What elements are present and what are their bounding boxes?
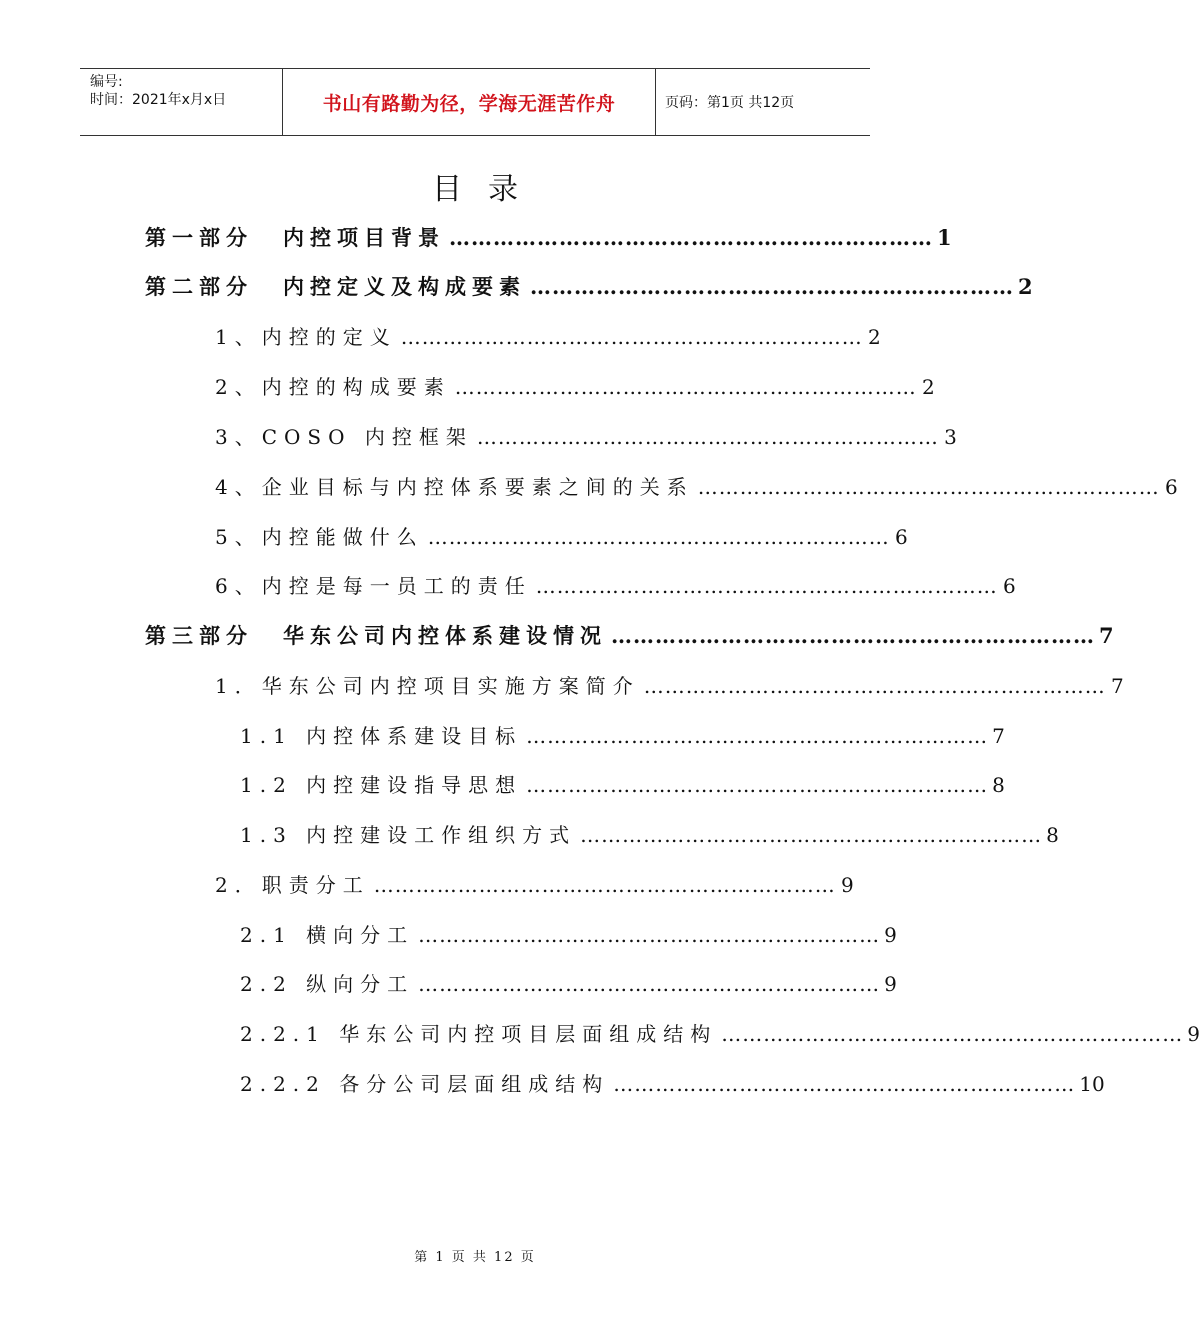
- toc-title: 目录: [432, 172, 544, 207]
- header-meta-cell: [80, 69, 283, 135]
- toc-page-number: 9: [884, 923, 897, 947]
- toc-page-number: 7: [992, 724, 1005, 748]
- toc-entry[interactable]: [240, 968, 897, 997]
- toc-entry-text: 华东公司内控项目层面组成结构: [339, 1022, 718, 1046]
- toc-entry[interactable]: [240, 720, 1005, 749]
- toc-entry[interactable]: [215, 321, 881, 350]
- toc-page-number: 9: [1187, 1022, 1200, 1046]
- toc-entry-label: 1.2: [240, 773, 293, 797]
- toc-entry-text: 内控项目背景: [283, 225, 445, 250]
- toc-entry-label: 5、: [215, 525, 262, 549]
- toc-dot-leader: …………………………………………………………: [613, 1072, 1076, 1096]
- toc-entry-text: 企业目标与内控体系要素之间的关系: [261, 475, 694, 499]
- toc-entry-part1[interactable]: [145, 222, 952, 252]
- toc-entry[interactable]: [215, 521, 908, 550]
- toc-entry-label: 第二部分: [145, 274, 253, 299]
- time-label: 时间：2021年x月x日: [90, 92, 227, 108]
- toc-entry-text: 内控的构成要素: [261, 375, 451, 399]
- toc-entry-label: 2.1: [240, 923, 293, 947]
- toc-entry-part2[interactable]: [145, 271, 1033, 301]
- toc-entry-text: 各分公司层面组成结构: [339, 1072, 610, 1096]
- toc-entry-label: 2.2: [240, 972, 293, 996]
- toc-page-number: 9: [841, 873, 854, 897]
- toc-dot-leader: …………………………………………………………: [611, 623, 1095, 648]
- toc-entry-text: 内控建设工作组织方式: [306, 823, 577, 847]
- toc-entry-text: 内控体系建设目标: [306, 724, 523, 748]
- toc-entry[interactable]: [215, 421, 957, 450]
- toc-entry-text: COSO 内控框架: [261, 425, 473, 449]
- toc-dot-leader: …………………………………………………………: [400, 325, 863, 349]
- toc-page-number: 9: [884, 972, 897, 996]
- toc-dot-leader: …………………………………………………………: [526, 724, 989, 748]
- toc-dot-leader: …………………………………………………………: [476, 425, 939, 449]
- toc-dot-leader: …………………………………………………………: [530, 274, 1014, 299]
- toc-entry[interactable]: [215, 869, 854, 898]
- toc-page-number: 7: [1111, 674, 1124, 698]
- toc-entry-text: 华东公司内控项目实施方案简介: [261, 674, 640, 698]
- toc-entry-text: 内控建设指导思想: [306, 773, 523, 797]
- toc-dot-leader: …………………………………………………………: [449, 225, 933, 250]
- toc-entry-text: 纵向分工: [306, 972, 415, 996]
- toc-dot-leader: …………………………………………………………: [643, 674, 1106, 698]
- toc-entry-label: 3、: [215, 425, 262, 449]
- toc-page-number: 8: [1046, 823, 1059, 847]
- number-label: 编号:: [90, 74, 123, 90]
- toc-entry-label: 1．: [215, 674, 262, 698]
- toc-entry-label: 第一部分: [145, 225, 253, 250]
- toc-dot-leader: …………………………………………………………: [373, 873, 836, 897]
- toc-entry[interactable]: [240, 1068, 1105, 1097]
- page-header: [80, 68, 870, 136]
- toc-entry[interactable]: [240, 1018, 1200, 1047]
- toc-dot-leader: …………………………………………………………: [418, 972, 881, 996]
- toc-entry[interactable]: [215, 570, 1016, 599]
- toc-dot-leader: …………………………………………………………: [427, 525, 890, 549]
- toc-page-number: 2: [922, 375, 935, 399]
- toc-entry-label: 2.2.2: [240, 1072, 326, 1096]
- toc-entry-text: 内控的定义: [261, 325, 397, 349]
- toc-page-number: 2: [1018, 274, 1033, 299]
- toc-entry-text: 职责分工: [261, 873, 370, 897]
- toc-dot-leader: …………………………………………………………: [454, 375, 917, 399]
- toc-entry[interactable]: [215, 371, 935, 400]
- toc-entry-part3[interactable]: [145, 620, 1114, 650]
- toc-entry-label: 2.2.1: [240, 1022, 326, 1046]
- toc-entry-label: 第三部分: [145, 623, 253, 648]
- toc-page-number: 10: [1079, 1072, 1105, 1096]
- toc-entry[interactable]: [215, 471, 1178, 500]
- toc-entry-label: 1.3: [240, 823, 293, 847]
- toc-entry-label: 4、: [215, 475, 262, 499]
- header-page-info: 页码：第1页 共12页: [665, 95, 795, 111]
- toc-entry-label: 1.1: [240, 724, 293, 748]
- toc-entry-label: 2、: [215, 375, 262, 399]
- toc-page-number: 1: [937, 225, 952, 250]
- header-motto: 书山有路勤为径，学海无涯苦作舟: [283, 69, 656, 135]
- toc-entry-text: 横向分工: [306, 923, 415, 947]
- toc-dot-leader: …………………………………………………………: [535, 574, 998, 598]
- toc-page-number: 6: [895, 525, 908, 549]
- toc-page-number: 2: [868, 325, 881, 349]
- toc-entry[interactable]: [215, 670, 1124, 699]
- toc-dot-leader: …………………………………………………………: [697, 475, 1160, 499]
- toc-page-number: 7: [1099, 623, 1114, 648]
- toc-page-number: 6: [1003, 574, 1016, 598]
- toc-page-number: 8: [992, 773, 1005, 797]
- toc-dot-leader: …………………………………………………………: [418, 923, 881, 947]
- toc-entry-label: 2．: [215, 873, 262, 897]
- toc-entry-text: 内控是每一员工的责任: [261, 574, 532, 598]
- toc-page-number: 3: [944, 425, 957, 449]
- toc-entry[interactable]: [240, 769, 1005, 798]
- toc-entry[interactable]: [240, 919, 897, 948]
- toc-page-number: 6: [1165, 475, 1178, 499]
- toc-entry[interactable]: [240, 819, 1059, 848]
- page-footer: 第 1 页 共 12 页: [414, 1250, 536, 1265]
- toc-entry-label: 1、: [215, 325, 262, 349]
- toc-entry-text: 内控定义及构成要素: [283, 274, 526, 299]
- toc-dot-leader: …………………………………………………………: [580, 823, 1043, 847]
- toc-entry-text: 内控能做什么: [261, 525, 424, 549]
- toc-entry-label: 6、: [215, 574, 262, 598]
- toc-entry-text: 华东公司内控体系建设情况: [283, 623, 607, 648]
- toc-dot-leader: …………………………………………………………: [721, 1022, 1184, 1046]
- toc-dot-leader: …………………………………………………………: [526, 773, 989, 797]
